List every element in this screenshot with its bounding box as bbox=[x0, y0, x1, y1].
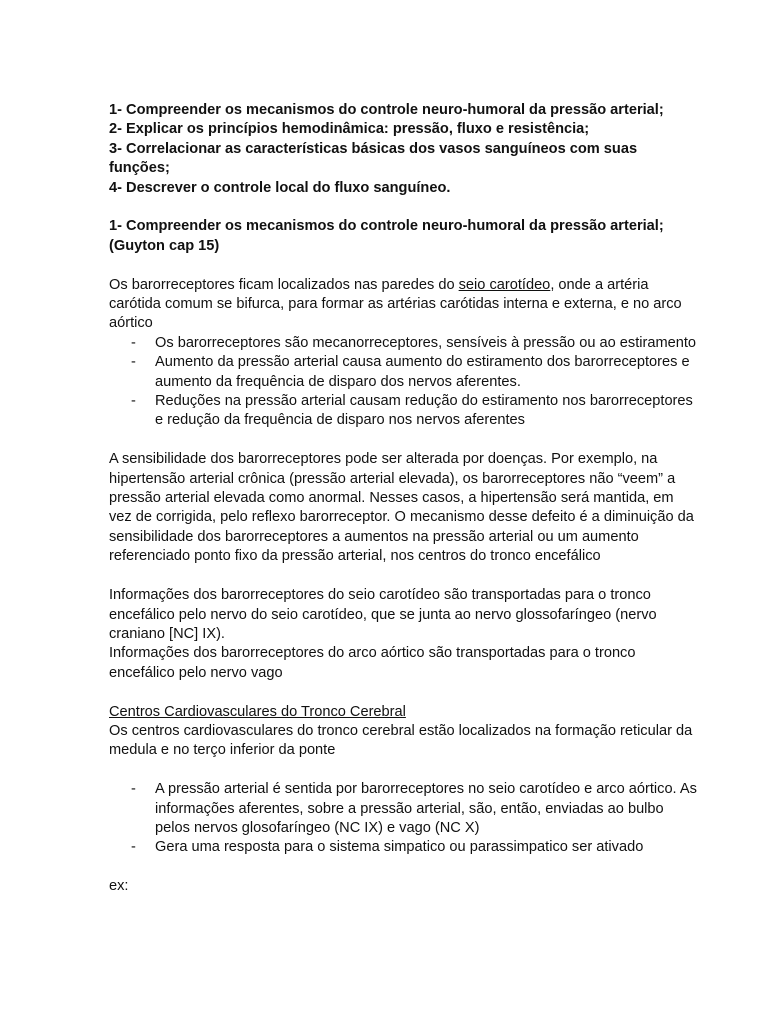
paragraph-centros: Os centros cardiovasculares do tronco cerebral estão localizados na formação reticular da medula e no terço inferior da ponte bbox=[109, 722, 693, 759]
paragraph-seio-carotideo-info: Informações dos barorreceptores do seio carotídeo são transportadas para o tronco encefálico pelo nervo do seio carotídeo, que se junta ao nervo glossofaríngeo (nervo craniano [NC] IX). bbox=[109, 587, 657, 642]
paragraph-sensibilidade: A sensibilidade dos barorreceptores pode ser alterada por doenças. Por exemplo, na hipertensão arterial crônica (pressão arterial elevada), os barorreceptores não “veem” a pressão arterial elevada como anormal. Nesses casos, a hipertensão será mantida, em vez de corrigida, pelo reflexo barorreceptor. O mecanismo desse defeito é a diminuição da sensibilidade dos barorreceptores a aumentos na pressão arterial ou um aumento referenciado ponto fixo da pressão arterial, nos centros do tronco encefálico bbox=[109, 451, 694, 565]
list-item: - Reduções na pressão arterial causam redução do estiramento nos barorreceptores e redução da frequência de disparo nos nervos aferentes bbox=[109, 392, 699, 431]
objective-1: 1- Compreender os mecanismos do controle neuro-humoral da pressão arterial; bbox=[109, 102, 664, 118]
centros-list bbox=[109, 780, 699, 858]
paragraph-arco-aortico-info: Informações dos barorreceptores do arco aórtico são transportadas para o tronco encefálico pelo nervo vago bbox=[109, 645, 636, 681]
list-item: - Gera uma resposta para o sistema simpatico ou parassimpatico ser ativado bbox=[109, 838, 699, 857]
objectives-list bbox=[109, 101, 699, 198]
barorreceptores-list bbox=[109, 334, 699, 431]
example-label: ex: bbox=[109, 878, 129, 895]
objective-3: 3- Correlacionar as características básicas dos vasos sanguíneos com suas funções; bbox=[109, 140, 638, 177]
section1-heading: 1- Compreender os mecanismos do controle neuro-humoral da pressão arterial; (Guyton cap 15) bbox=[109, 218, 664, 254]
seio-carotideo-link[interactable]: seio carotídeo bbox=[458, 276, 551, 293]
objective-4: 4- Descrever o controle local do fluxo sanguíneo. bbox=[109, 179, 451, 196]
list-item: - Os barorreceptores são mecanorreceptores, sensíveis à pressão ou ao estiramento bbox=[109, 334, 699, 353]
list-item: - A pressão arterial é sentida por barorreceptores no seio carotídeo e arco aórtico. As informações aferentes, sobre a pressão arterial, são, então, enviadas ao bulbo pelos nervos glosofaríngeo (NC IX) e vago (NC X) bbox=[109, 780, 699, 838]
objective-2: 2- Explicar os princípios hemodinâmica: pressão, fluxo e resistência; bbox=[109, 121, 590, 138]
section2-heading: Centros Cardiovasculares do Tronco Cerebral bbox=[109, 703, 406, 720]
list-item: - Aumento da pressão arterial causa aumento do estiramento dos barorreceptores e aumento da frequência de disparo dos nervos aferentes. bbox=[109, 353, 699, 392]
paragraph-barorreceptores-location bbox=[109, 276, 699, 334]
document-page bbox=[109, 101, 699, 897]
p1-text-before: Os barorreceptores ficam localizados nas paredes do bbox=[109, 276, 459, 293]
p1-text-after: , onde a artéria carótida comum se bifurca, para formar as artérias carótidas interna e externa, e no arco aórtico bbox=[109, 276, 682, 332]
